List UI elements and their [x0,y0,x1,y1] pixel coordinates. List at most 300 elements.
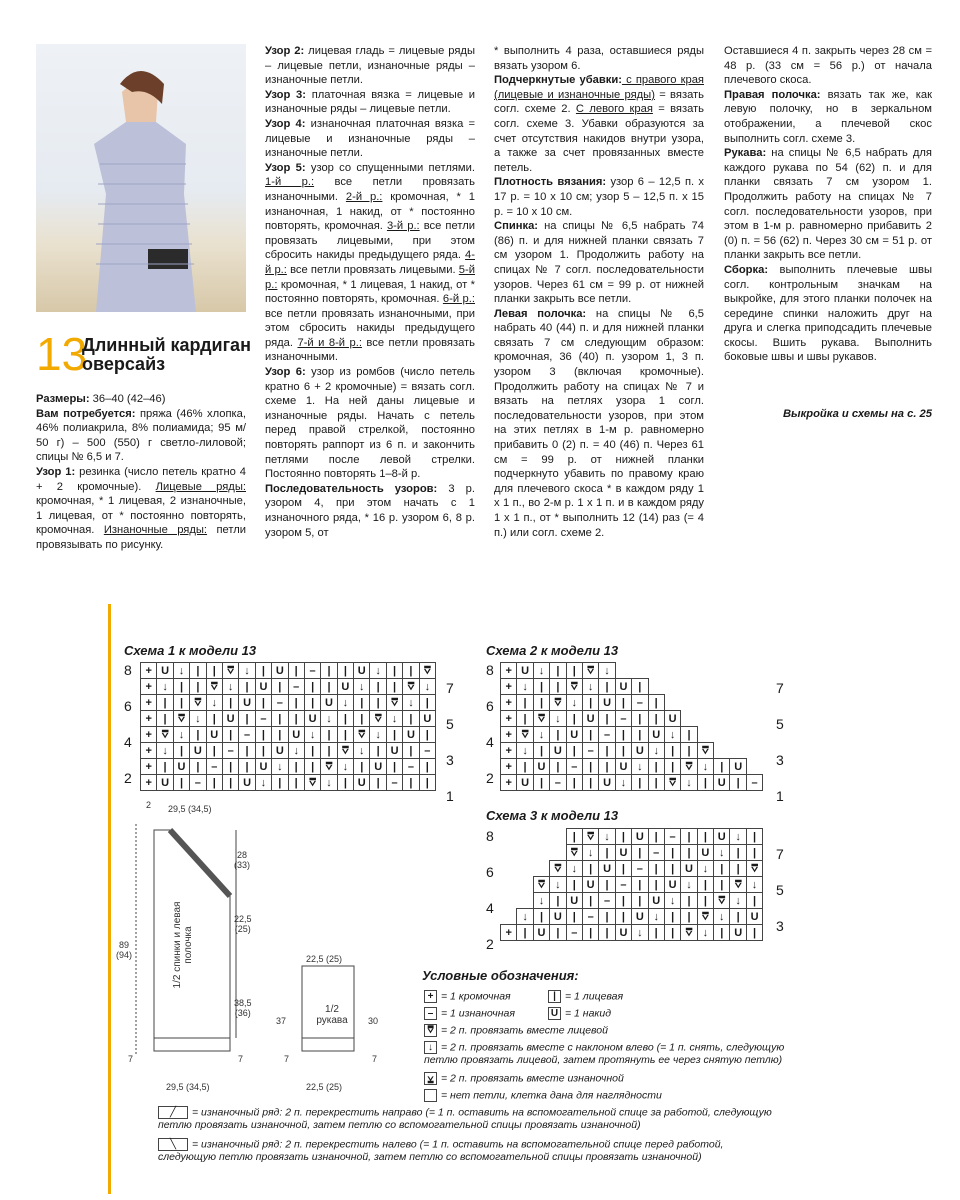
chart-cell: | [386,727,402,743]
chart-cell: | [386,679,402,695]
chart-cell: U [403,727,419,743]
chart-cell: – [255,711,271,727]
chart-row-number: 5 [776,716,784,732]
chart-cell: | [533,679,549,695]
chart-cell: | [288,663,304,679]
chart-cell: – [386,775,402,791]
chart-cell [697,711,713,727]
chart-cell: | [304,695,320,711]
chart-cell: | [190,679,206,695]
legend-purl: – = 1 изнаночная [424,1007,515,1020]
chart-cell: | [746,845,762,861]
text-column-1: Размеры: 36–40 (42–46) Вам потребуется: пряжа (46% хлопка, 46% полиакрила, 8% полиамида; 95 м/ 50 г) – 500 (550) г светло-лиловой; спицы № 6,5 и 7. Узор 1: резинка (число петель кратно 4 + 2 кромочные). Лицевые ряды: кромочная, * 1 лицевая, 2 изнаночные, 1 лицевая, от * постоянно повторять, кромочная. Изнаночные ряды: петли провязывать по рисунку. [36,393,247,551]
chart-cell: ↓ [403,695,419,711]
chart-cell [697,663,713,679]
chart-cell: ↓ [321,711,337,727]
chart-cell: U [157,663,173,679]
schematic-shoulder-height: 28 (33) [234,850,251,870]
chart-cell: | [288,759,304,775]
chart-cell: | [746,925,762,941]
chart-table [500,828,763,941]
chart-cell: | [681,727,697,743]
chart-cell: – [582,909,598,925]
chart-cell: | [354,695,370,711]
no-stitch-icon [424,1089,437,1102]
legend-no-stitch: = нет петли, клетка дана для наглядности [424,1089,662,1102]
chart-cell: – [599,727,615,743]
chart-cell [533,829,549,845]
chart-cell: ⩢ [533,711,549,727]
chart-cell [664,663,680,679]
chart-cell: | [190,727,206,743]
chart-cell: | [206,775,222,791]
chart-cell: – [664,829,680,845]
chart-cell: | [533,695,549,711]
chart-cell: – [648,845,664,861]
chart-cell: U [517,663,533,679]
chart-cell: ⩢ [697,743,713,759]
schematic-bottom-width: 29,5 (34,5) [166,1082,210,1092]
chart-row-number: 8 [124,662,132,678]
chart-cell: – [239,727,255,743]
chart-cell: U [255,679,271,695]
chart-cell [550,829,566,845]
chart-cell: U [419,711,435,727]
chart-cell [746,663,762,679]
chart-cell: | [403,743,419,759]
chart-cell: | [222,759,238,775]
chart-cell: | [632,893,648,909]
chart-cell: | [599,845,615,861]
chart-cell: U [255,759,271,775]
chart-cell: | [582,759,598,775]
chart-cell: | [599,759,615,775]
schematic-top-small: 2 [146,800,152,810]
chart-cell: | [648,759,664,775]
chart-table [140,662,436,791]
chart-cell: | [599,679,615,695]
chart-cell: U [632,909,648,925]
chart-cell [501,845,517,861]
chart-cell: ↓ [714,845,730,861]
chart-cell: | [288,775,304,791]
chart-row-number: 6 [486,864,494,880]
chart-cell: ⩢ [582,663,598,679]
chart-cell: | [173,775,189,791]
chart-cell: | [746,893,762,909]
chart-cell: – [190,775,206,791]
chart-cell: ⩢ [403,679,419,695]
chart-cell: ⩢ [582,829,598,845]
chart-cell: | [599,925,615,941]
chart-cell: – [632,695,648,711]
chart-cell: – [403,759,419,775]
chart-cell: | [632,679,648,695]
chart-cell: | [304,743,320,759]
chart-cell: | [370,679,386,695]
chart-cell: | [632,711,648,727]
chart-cell: | [632,727,648,743]
chart-cell: – [566,925,582,941]
chart-row-number: 2 [486,770,494,786]
chart-cell [714,711,730,727]
chart-cell: | [206,743,222,759]
chart-cell: | [582,925,598,941]
chart-cell: ↓ [632,759,648,775]
chart-cell: ↓ [550,711,566,727]
schematic-body-label: 1/2 спинки и левая полочка [172,901,194,989]
chart-cell: | [337,711,353,727]
pattern-page-reference: Выкройка и схемы на с. 25 [782,408,932,420]
chart-cell: | [403,711,419,727]
chart-cell: – [272,695,288,711]
chart-cell: | [550,759,566,775]
chart-cell: ↓ [599,663,615,679]
chart-row-number: 6 [486,698,494,714]
chart-cell: | [419,775,435,791]
chart-cell: | [419,695,435,711]
chart-cell: ⩢ [222,663,238,679]
chart-cell: | [239,679,255,695]
chart-cell: | [190,759,206,775]
chart-cell [501,893,517,909]
chart-row-number: 5 [776,882,784,898]
chart-cell: | [566,743,582,759]
chart-cell: U [304,711,320,727]
chart-cell: | [648,695,664,711]
chart-cell: – [566,759,582,775]
chart-cell: ⩢ [157,727,173,743]
chart-cell: U [239,775,255,791]
chart-cell: | [337,727,353,743]
chart-cell: | [632,877,648,893]
chart-cell: ⩢ [321,759,337,775]
chart-cell [697,727,713,743]
chart-cell: | [173,695,189,711]
chart-cell: | [730,861,746,877]
chart-cell: U [533,759,549,775]
chart-row-number: 2 [486,936,494,952]
chart-cell: | [566,711,582,727]
chart-cell: ↓ [517,679,533,695]
chart-cell: + [501,727,517,743]
chart-cell: ⩢ [550,861,566,877]
chart-cell: | [664,759,680,775]
chart-cell: | [730,909,746,925]
chart-3-title: Схема 3 к модели 13 [486,808,619,823]
chart-cell [746,743,762,759]
chart-row-number: 4 [124,734,132,750]
chart-row-number: 1 [776,788,784,804]
chart-cell: | [222,775,238,791]
chart-2-title: Схема 2 к модели 13 [486,643,619,658]
chart-cell: | [615,743,631,759]
chart-cell: U [550,743,566,759]
chart-cell: | [517,925,533,941]
chart-cell: U [632,829,648,845]
chart-cell: | [173,679,189,695]
chart-cell: ↓ [386,711,402,727]
chart-cell: ⩢ [386,695,402,711]
chart-cell: + [141,679,157,695]
chart-cell: | [288,711,304,727]
chart-cell: | [746,829,762,845]
schematic-sleeve-label: 1/2 рукава [316,1004,348,1026]
chart-cell: U [599,861,615,877]
chart-row-number: 3 [446,752,454,768]
chart-cell [501,861,517,877]
chart-cell: | [681,845,697,861]
chart-cell: | [321,679,337,695]
chart-cell: | [533,775,549,791]
chart-cell: | [386,759,402,775]
chart-cell: U [566,727,582,743]
chart-cell: ↓ [370,727,386,743]
chart-cell: ⩢ [370,711,386,727]
chart-cell [615,663,631,679]
chart-cell [746,695,762,711]
chart-cell: – [632,861,648,877]
chart-cell: ↓ [222,679,238,695]
chart-cell [681,679,697,695]
ssk-icon: ↓ [424,1041,437,1054]
chart-cell: | [648,775,664,791]
chart-cell: U [157,775,173,791]
legend-p2tog: ⩣ = 2 п. провязать вместе изнаночной [424,1072,624,1085]
chart-cell [746,711,762,727]
chart-cell: ⩢ [746,861,762,877]
chart-cell: + [501,679,517,695]
chart-cell: ⩢ [664,775,680,791]
chart-cell: + [501,711,517,727]
chart-cell: | [157,711,173,727]
chart-cell: U [714,829,730,845]
chart-cell: ↓ [599,829,615,845]
chart-cell: + [141,743,157,759]
chart-cell: | [664,909,680,925]
chart-cell: U [615,759,631,775]
legend-k2tog: ⩢ = 2 п. провязать вместе лицевой [424,1024,608,1037]
chart-cell: | [157,695,173,711]
chart-cell: | [272,679,288,695]
chart-cell: | [190,663,206,679]
schematic-sleeve-left: 37 [276,1016,287,1026]
chart-cell: U [615,845,631,861]
chart-cell: ⩢ [681,759,697,775]
schematic-body-height: 38,5 (36) [234,998,252,1018]
chart-cell: | [566,775,582,791]
chart-cell [714,743,730,759]
chart-cell: | [370,695,386,711]
chart-cell: ↓ [730,893,746,909]
chart-cell: U [681,861,697,877]
chart-cell: – [304,663,320,679]
chart-table [500,662,763,791]
chart-cell [746,679,762,695]
chart-row-number: 6 [124,698,132,714]
chart-cell: ↓ [550,877,566,893]
chart-cell: | [714,759,730,775]
chart-cell: U [615,925,631,941]
chart-cell [730,695,746,711]
chart-cell: | [304,679,320,695]
chart-cell: | [239,759,255,775]
chart-cell: | [714,877,730,893]
schematic-band-left: 7 [128,1054,134,1064]
chart-cell: ↓ [681,775,697,791]
chart-cell: + [501,695,517,711]
chart-cell: | [730,845,746,861]
chart-cell [517,893,533,909]
chart-cell: | [550,663,566,679]
chart-cell: | [664,861,680,877]
chart-cell: | [615,829,631,845]
chart-cell: | [173,743,189,759]
legend-knit: | = 1 лицевая [548,990,623,1003]
chart-cell: U [746,909,762,925]
chart-cell: | [206,663,222,679]
chart-cell: | [370,775,386,791]
chart-cell [697,695,713,711]
chart-cell: | [599,711,615,727]
chart-cell: U [550,909,566,925]
chart-cell: + [501,925,517,941]
k2tog-icon: ⩢ [424,1024,437,1037]
chart-cell [501,877,517,893]
chart-row-number: 1 [446,788,454,804]
knit-stitch-icon: | [548,990,561,1003]
chart-cell: ↓ [255,775,271,791]
chart-cell: | [517,695,533,711]
chart-cell [681,695,697,711]
chart-cell: U [648,893,664,909]
chart-cell: ↓ [517,743,533,759]
chart-cell: ↓ [582,679,598,695]
chart-cell: | [566,829,582,845]
chart-cell: ↓ [681,877,697,893]
chart-cell: | [272,727,288,743]
chart-cell: U [517,775,533,791]
chart-cell: ↓ [664,893,680,909]
chart-cell: ↓ [288,743,304,759]
chart-cell: | [615,695,631,711]
chart-cell: – [550,775,566,791]
chart-cell [730,663,746,679]
chart-cell: U [354,775,370,791]
chart-cell: | [664,845,680,861]
chart-cell: ⩢ [566,679,582,695]
chart-cell: – [615,877,631,893]
chart-cell: ⩢ [714,893,730,909]
chart-cell: ↓ [337,695,353,711]
chart-cell: U [222,711,238,727]
chart-cell: U [370,759,386,775]
chart-cell: – [746,775,762,791]
chart-cell [517,861,533,877]
legend-title: Условные обозначения: [422,968,579,983]
chart-cell: | [533,909,549,925]
chart-cell: ↓ [566,695,582,711]
chart-cell: – [222,743,238,759]
chart-cell: ⩢ [533,877,549,893]
chart-cell [648,679,664,695]
chart-cell: | [239,743,255,759]
chart-cell: ↓ [157,743,173,759]
chart-cell [632,663,648,679]
chart-cell: + [501,663,517,679]
chart-cell: ↓ [157,679,173,695]
chart-cell: | [582,861,598,877]
chart-cell: | [648,829,664,845]
chart-cell: | [681,829,697,845]
legend-ssk: ↓ = 2 п. провязать вместе с наклоном влево (= 1 п. снять, следующую петлю провязать лицевой, затем протянуть ее через снятую петлю) [424,1041,785,1067]
chart-cell: | [697,829,713,845]
chart-cell: ↓ [632,925,648,941]
chart-cell: | [272,775,288,791]
chart-cell: | [550,679,566,695]
chart-cell: | [272,711,288,727]
chart-cell: | [222,727,238,743]
chart-cell: | [239,711,255,727]
chart-cell: U [354,663,370,679]
chart-cell: ⩢ [517,727,533,743]
chart-cell: U [730,925,746,941]
cross-right-icon: ╱ [158,1106,188,1119]
legend-cross-right: ╱ = изнаночный ряд: 2 п. перекрестить направо (= 1 п. оставить на вспомогательной спице за работой, следующую петлю провязать изнаночной, затем петлю со вспомогательной спицы провязать изнаночной) [158,1106,772,1132]
chart-cell: ↓ [354,679,370,695]
chart-cell [697,679,713,695]
chart-cell: ↓ [190,711,206,727]
chart-cell [714,663,730,679]
chart-cell [730,679,746,695]
text-column-2: Узор 2: лицевая гладь = лицевые ряды – лицевые петли, изнаночные ряды – изнаночные петли. Узор 3: платочная вязка = лицевые и изнаночные ряды – лицевые петли. Узор 4: изнаночная платочная вязка = лицевые и изнаночные ряды – изнаночные петли. Узор 5: узор со спущенными петлями. 1-й р.: все петли провязать изнаночными. 2-й р.: кромочная, * 1 изнаночная, 1 накид, от * постоянно повторять, кромочная. 3-й р.: все петли провязать лицевыми, при этом сбросить накиды предыдущего ряда. 4-й р.: все петли провязать лицевыми. 5-й р.: кромочная, * 1 лицевая, 1 накид, от * постоянно повторять, кромочная. 6-й р.: все петли провязать изнаночными, при этом сбросить накиды предыдущего ряда. 7-й и 8-й р.: все петли провязать изнаночными. Узор 6: узор из ромбов (число петель кратно 6 + 2 кромочные) = вязать согл. схеме 1. На ней даны лицевые и изнаночные ряды. Начать с петель перед правой стрелкой, постоянно повторять раппорт из 6 п. и закончить петлями после левой стрелки. Постоянно повторять 1–8-й р. Последовательность узоров: 3 р. узором 4, при этом начать с 1 изнаночного ряда, * 16 р. узором 6, 8 р. узором 5, от [265,45,476,539]
schematic-sleeve-band-left: 7 [284,1054,290,1064]
chart-cell: U [697,845,713,861]
chart-cell: – [419,743,435,759]
chart-cell: ↓ [648,743,664,759]
chart-cell [681,711,697,727]
chart-cell: ⩢ [730,877,746,893]
chart-cell: ↓ [173,663,189,679]
chart-row-number: 2 [124,770,132,786]
chart-cell: U [337,679,353,695]
garment-schematic [118,796,418,1096]
chart-cell: ↓ [566,861,582,877]
chart-cell: ↓ [664,727,680,743]
chart-cell: – [206,759,222,775]
chart-cell: ⩢ [173,711,189,727]
schematic-sleeve-bottom: 22,5 (25) [306,1082,343,1092]
chart-cell: ↓ [533,727,549,743]
chart-cell: | [321,663,337,679]
model-photo-illustration [36,44,246,312]
chart-cell: | [697,775,713,791]
chart-cell: ↓ [615,775,631,791]
chart-cell: + [141,727,157,743]
chart-cell [681,663,697,679]
text-column-3: * выполнить 4 раза, оставшиеся ряды вязать узором 6. Подчеркнутые убавки: с правого края (лицевые и изнаночные ряды) = вязать согл. схеме 2. С левого края = вязать согл. схеме 3. Убавки образуются за счет отсутствия накидов внутри узора, а также за счет провязанных вместе петель. Плотность вязания: узор 6 – 12,5 п. х 17 р. = 10 х 10 см; узор 5 – 12,5 п. х 15 р. = 10 х 10 см. Спинка: на спицы № 6,5 набрать 74 (86) п. и для нижней планки связать 7 см узором 1. Продолжить работу на спицах № 7 согл. последовательности узоров. Через 61 см = 99 р. от нижней планки закрыть все петли. Левая полочка: на спицы № 6,5 набрать 40 (44) п. и для нижней планки связать 7 см следующим образом: кромочная, 36 (40) п. узором 1, 3 п. узором 3 (включая кромочные). Продолжить работу на спицах № 7 и вязать на петлях узора 1 согл. последовательности узоров, при этом на этих петлях в 1-м р. равномерно прибавить 0 (2) п. = 40 (46) п. Через 61 см = 99 р. от нижней планки подчеркнуто убавить по правому краю для плечевого скоса * в каждом ряду 1 х 1 п., во 2-м р. 1 х 1 п. и в каждом ряду 1 х 1 п., от * выполнить 12 (14) раз (= 4 п.) или согл. схеме 2. [494,45,705,539]
chart-cell: ↓ [697,925,713,941]
chart-cell: | [222,695,238,711]
chart-cell: ↓ [239,663,255,679]
chart-cell: U [648,727,664,743]
chart-cell: + [501,775,517,791]
chart-cell: | [517,759,533,775]
chart-cell: U [615,679,631,695]
chart-cell: ↓ [746,877,762,893]
chart-cell: + [501,743,517,759]
chart-cell [648,663,664,679]
